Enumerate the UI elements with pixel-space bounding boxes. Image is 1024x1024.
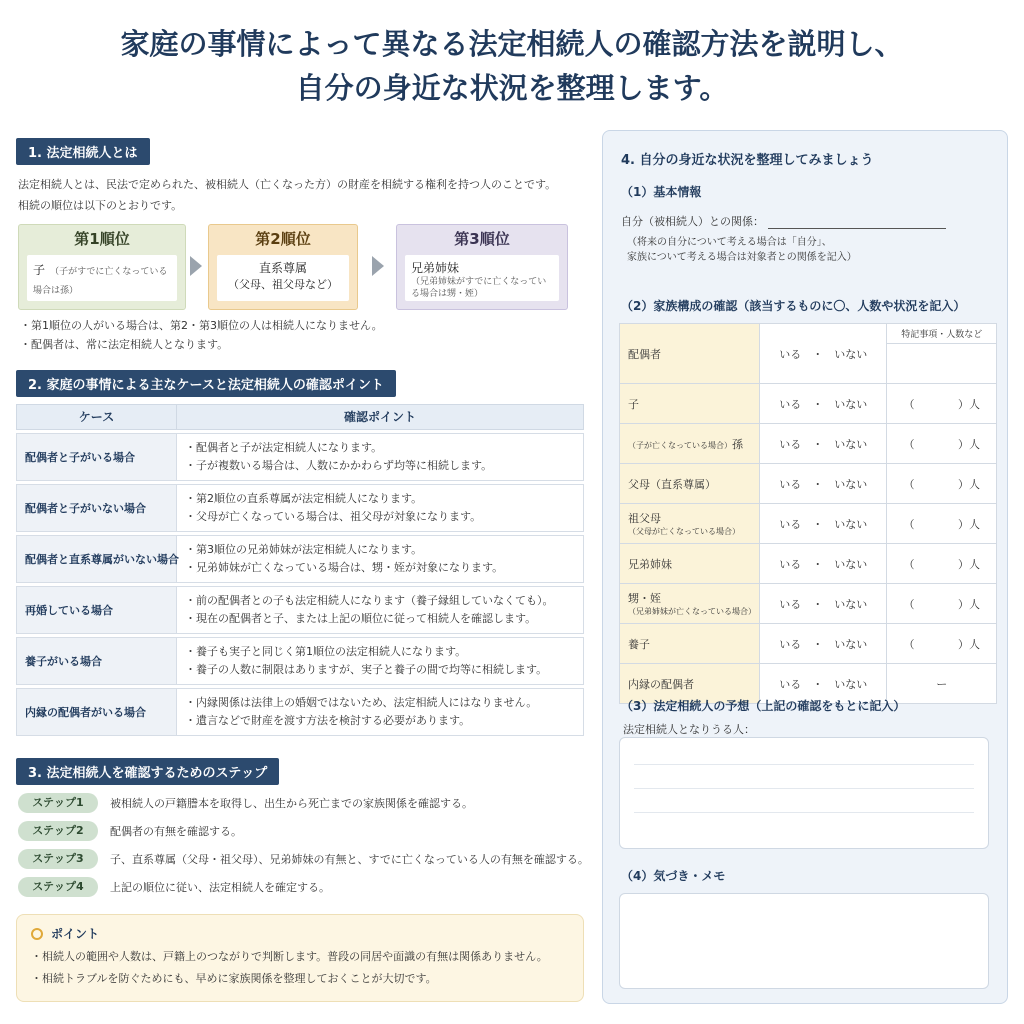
rank2-main: 直系尊属	[258, 261, 307, 275]
section-legal-heirs	[16, 138, 557, 351]
case-point: ・第2順位の直系尊属が法定相続人になります。	[185, 492, 423, 505]
step-item	[18, 876, 330, 898]
case-name: 内縁の配偶者がいる場合	[17, 689, 177, 735]
step-item	[18, 820, 242, 842]
memo-textarea[interactable]	[619, 893, 989, 989]
unit-label: ）人	[958, 437, 980, 451]
section1-note2: ・配偶者は、常に法定相続人となります。	[20, 338, 229, 351]
section1-intro	[18, 174, 556, 216]
rank3-main: 兄弟姉妹	[411, 261, 460, 275]
count-field[interactable]	[903, 516, 980, 532]
predict-label: 法定相続人となりうる人：	[623, 723, 755, 736]
relation-label: 自分（被相続人）との関係：	[621, 215, 764, 228]
yes-no-cell	[759, 504, 887, 544]
table-row	[16, 586, 584, 634]
case-points	[177, 536, 583, 582]
case-points	[177, 638, 583, 684]
section-steps	[16, 758, 589, 894]
case-point: ・養子の人数に制限はありますが、実子と養子の間で均等に相続します。	[185, 663, 548, 676]
section2-heading: 2. 家庭の事情による主なケースと法定相続人の確認ポイント	[16, 370, 396, 397]
section1-notes	[20, 316, 383, 354]
relation-field[interactable]	[621, 213, 946, 229]
point-heading-row	[31, 925, 569, 942]
member-sub: （父母が亡くなっている場合）	[628, 527, 740, 536]
paren-open: （	[903, 477, 915, 491]
relation-note-line2: 家族について考える場合は対象者との関係を記入）	[627, 252, 857, 263]
header-blank	[620, 324, 760, 384]
case-table-header	[16, 404, 584, 430]
step-badge: ステップ4	[18, 877, 98, 897]
unit-label: ）人	[958, 637, 980, 651]
yes-no-cell	[759, 464, 887, 504]
rank3-sub: （兄弟姉妹がすでに亡くなっている場合は甥・姪）	[411, 277, 547, 299]
case-points	[177, 485, 583, 531]
case-points	[177, 434, 583, 480]
section1-intro-line1: 法定相続人とは、民法で定められた、被相続人（亡くなった方）の財産を相続する権利を持つ人のことです。	[18, 178, 557, 191]
yes-no-cell	[759, 544, 887, 584]
member-name: 父母（直系尊属）	[628, 477, 716, 491]
section-cases	[16, 370, 554, 727]
relation-note-line1: （将来の自分について考える場合は「自分」、	[627, 237, 832, 248]
section1-intro-line2: 相続の順位は以下のとおりです。	[18, 199, 183, 212]
table-row	[620, 504, 997, 544]
member-sub: （兄弟姉妹が亡くなっている場合）	[628, 607, 756, 616]
case-name: 養子がいる場合	[17, 638, 177, 684]
family-heading-note: （該当するものに〇、人数や状況を記入）	[737, 299, 966, 313]
yes-no-choice[interactable]: いる ・ いない	[779, 557, 868, 571]
rank1-sub: （子がすでに亡くなっている場合は孫）	[33, 267, 168, 296]
step-text: 子、直系尊属（父母・祖父母）、兄弟姉妹の有無と、すでに亡くなっている人の有無を確認する。	[110, 853, 589, 866]
count-field[interactable]	[903, 396, 980, 412]
member-sub: （子が亡くなっている場合）	[628, 440, 732, 450]
col-point: 確認ポイント	[343, 410, 416, 424]
table-row	[620, 384, 997, 424]
case-name: 配偶者と直系尊属がいない場合	[17, 536, 177, 582]
section3-heading: 3. 法定相続人を確認するためのステップ	[16, 758, 279, 785]
rank3-body	[405, 255, 559, 301]
member-name: 兄弟姉妹	[628, 557, 672, 571]
notes-column-header: 特記事項・人数など	[887, 324, 997, 344]
member-cell	[620, 504, 760, 544]
predict-textarea[interactable]	[619, 737, 989, 849]
case-name: 配偶者と子がいない場合	[17, 485, 177, 531]
yes-no-choice[interactable]: いる ・ いない	[779, 517, 868, 531]
case-point: ・兄弟姉妹が亡くなっている場合は、甥・姪が対象になります。	[185, 561, 504, 574]
case-name: 配偶者と子がいる場合	[17, 434, 177, 480]
unit-label: ）人	[958, 477, 980, 491]
rank1-title: 第1順位	[74, 230, 130, 248]
section1-note1: ・第1順位の人がいる場合は、第2・第3順位の人は相続人になりません。	[20, 319, 383, 332]
table-row	[16, 688, 584, 736]
member-cell	[620, 584, 760, 624]
case-point: ・養子も実子と同じく第1順位の法定相続人になります。	[185, 645, 467, 658]
rank2-body	[217, 255, 349, 301]
paren-open: （	[903, 517, 915, 531]
member-cell	[620, 464, 760, 504]
unit-label: ）人	[958, 397, 980, 411]
yes-no-choice[interactable]: いる ・ いない	[779, 677, 868, 691]
case-table	[16, 404, 584, 736]
basic-info-heading: （1）基本情報	[621, 185, 702, 199]
yes-no-cell	[759, 384, 887, 424]
step-item	[18, 848, 589, 870]
rank2-title: 第2順位	[255, 230, 311, 248]
table-row	[16, 484, 584, 532]
member-name: 祖父母	[628, 512, 661, 525]
paren-open: （	[903, 557, 915, 571]
memo-heading: （4）気づき・メモ	[621, 869, 726, 883]
rank3-card	[396, 224, 568, 310]
relation-note	[627, 235, 857, 265]
point-heading: ポイント	[51, 927, 100, 941]
paren-open: （	[903, 437, 915, 451]
rank1-card	[18, 224, 186, 310]
step-text: 上記の順位に従い、法定相続人を確定する。	[110, 881, 330, 894]
step-badge: ステップ3	[18, 849, 98, 869]
rank1-body	[27, 255, 177, 301]
table-row	[620, 424, 997, 464]
member-name: 子	[628, 397, 639, 411]
point-box	[16, 914, 584, 1002]
step-badge: ステップ1	[18, 793, 98, 813]
predict-heading	[621, 697, 905, 714]
arrow-right-icon	[372, 256, 384, 276]
table-row	[16, 433, 584, 481]
member-cell	[620, 424, 760, 464]
unit-label: ）人	[958, 517, 980, 531]
member-name: 孫	[732, 437, 743, 451]
case-point: ・現在の配偶者と子、または上記の順位に従って相続人を確認します。	[185, 612, 537, 625]
family-heading	[621, 297, 965, 314]
count-field[interactable]	[903, 476, 980, 492]
case-name: 再婚している場合	[17, 587, 177, 633]
case-points	[177, 587, 583, 633]
case-point: ・遺言などで財産を渡す方法を検討する必要があります。	[185, 714, 471, 727]
member-cell	[620, 384, 760, 424]
count-field[interactable]	[903, 556, 980, 572]
col-case: ケース	[17, 405, 177, 429]
yes-no-cell	[759, 424, 887, 464]
worksheet-panel	[602, 130, 1008, 1004]
count-cell[interactable]	[887, 544, 997, 584]
step-text: 配偶者の有無を確認する。	[110, 825, 242, 838]
yes-no-choice[interactable]: いる ・ いない	[779, 437, 868, 451]
yes-no-choice[interactable]: いる ・ いない	[779, 477, 868, 491]
header-blank	[759, 324, 887, 384]
unit-label: ）人	[958, 597, 980, 611]
section1-heading: 1. 法定相続人とは	[16, 138, 150, 165]
dash-mark: ー	[936, 677, 948, 691]
member-cell	[620, 624, 760, 664]
count-cell[interactable]	[887, 624, 997, 664]
count-field[interactable]	[903, 636, 980, 652]
case-point: ・配偶者と子が法定相続人になります。	[185, 441, 383, 454]
yes-no-choice[interactable]: いる ・ いない	[779, 397, 868, 411]
yes-no-choice[interactable]: いる ・ いない	[779, 637, 868, 651]
case-point: ・前の配偶者との子も法定相続人になります（養子縁組していなくても）。	[185, 594, 554, 607]
count-cell[interactable]	[887, 584, 997, 624]
count-cell[interactable]	[887, 384, 997, 424]
table-row	[620, 624, 997, 664]
rank2-sub: （父母、祖父母など）	[228, 278, 338, 291]
table-row	[620, 544, 997, 584]
step-item	[18, 792, 473, 814]
table-row	[620, 464, 997, 504]
step-text: 被相続人の戸籍謄本を取得し、出生から死亡までの家族関係を確認する。	[110, 797, 473, 810]
page-title-line1: 家庭の事情によって異なる法定相続人の確認方法を説明し、	[120, 27, 904, 61]
point-line1: ・相続人の範囲や人数は、戸籍上のつながりで判断します。普段の同居や面識の有無は関係ありません。	[31, 950, 548, 963]
family-heading-text: （2）家族構成の確認	[621, 299, 738, 313]
predict-heading-note: （上記の確認をもとに記入）	[749, 699, 906, 713]
step-badge: ステップ2	[18, 821, 98, 841]
case-point: ・子が複数いる場合は、人数にかかわらず均等に相続します。	[185, 459, 493, 472]
case-point: ・内縁関係は法律上の婚姻ではないため、法定相続人にはなりません。	[185, 696, 538, 709]
lightbulb-icon	[31, 928, 43, 940]
table-row	[620, 584, 997, 624]
rank1-main: 子	[33, 263, 46, 277]
table-row	[16, 637, 584, 685]
member-name: 養子	[628, 637, 650, 651]
yes-no-cell	[759, 624, 887, 664]
notes-cell[interactable]	[887, 344, 997, 384]
rank3-title: 第3順位	[454, 230, 510, 248]
count-field[interactable]	[903, 436, 980, 452]
table-row	[16, 535, 584, 583]
yes-no-cell	[759, 584, 887, 624]
count-cell[interactable]	[887, 504, 997, 544]
ruled-line	[634, 764, 974, 765]
yes-no-choice[interactable]: いる ・ いない	[779, 597, 868, 611]
count-field[interactable]	[903, 596, 980, 612]
paren-open: （	[903, 397, 915, 411]
member-name: 甥・姪	[628, 592, 661, 605]
unit-label: ）人	[958, 557, 980, 571]
member-cell	[620, 544, 760, 584]
point-line2: ・相続トラブルを防ぐためにも、早めに家族関係を整理しておくことが大切です。	[31, 972, 437, 985]
case-points	[177, 689, 583, 735]
count-cell[interactable]	[887, 464, 997, 504]
rank2-card	[208, 224, 358, 310]
predict-heading-text: （3）法定相続人の予想	[621, 699, 750, 713]
arrow-right-icon	[190, 256, 202, 276]
case-point: ・父母が亡くなっている場合は、祖父母が対象になります。	[185, 510, 482, 523]
member-name: 内縁の配偶者	[628, 677, 694, 691]
yes-no-choice[interactable]: いる ・ いない	[779, 347, 868, 361]
family-table-header	[620, 324, 997, 344]
page-title	[0, 22, 1024, 110]
ruled-line	[634, 788, 974, 789]
section4-heading: 4. 自分の身近な状況を整理してみましょう	[621, 153, 874, 168]
member-name: 配偶者	[628, 347, 661, 361]
paren-open: （	[903, 637, 915, 651]
page-title-line2: 自分の身近な状況を整理します。	[295, 71, 729, 105]
case-point: ・第3順位の兄弟姉妹が法定相続人になります。	[185, 543, 423, 556]
family-table	[619, 323, 997, 704]
ruled-line	[634, 812, 974, 813]
relation-input-line[interactable]	[768, 217, 946, 229]
count-cell[interactable]	[887, 424, 997, 464]
paren-open: （	[903, 597, 915, 611]
